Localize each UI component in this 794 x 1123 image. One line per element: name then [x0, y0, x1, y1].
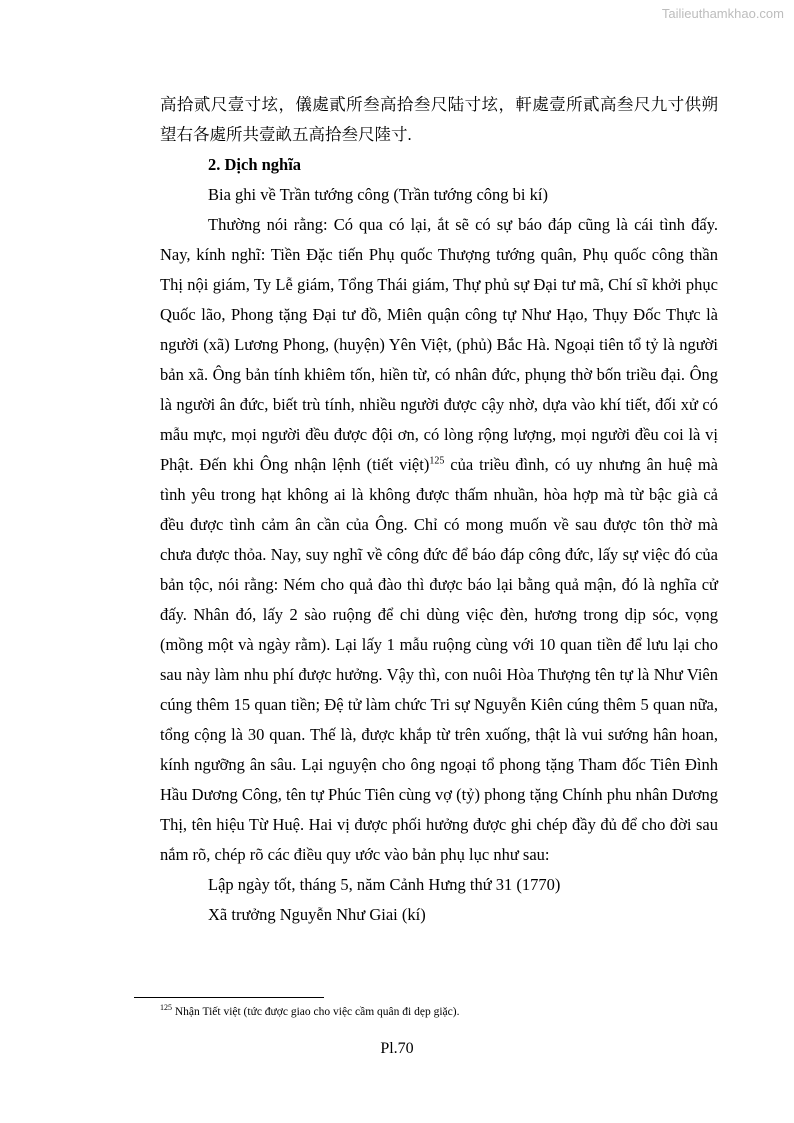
translation-paragraph: [160, 210, 718, 870]
paragraph-text-part1: Thường nói rằng: Có qua có lại, ắt sẽ có sự báo đáp cũng là cái tình đấy. Nay, kính nghĩ: Tiền Đặc tiến Phụ quốc Thượng tướng quân, Phụ quốc công thần Thị nội giám, Ty Lễ giám, Tổng Thái giám, Thự phủ sự Đại tư mã, Chí sĩ khởi phục Quốc lão, Phong tặng Đại tư đồ, Miên quận công tự Như Hạo, Thụy Đốc Thực là người (xã) Lương Phong, (huyện) Yên Việt, (phủ) Bắc Hà. Ngoại tiên tổ tỷ là người bản xã. Ông bản tính khiêm tốn, hiền từ, có nhân đức, phụng thờ bốn triều đại. Ông là người ân đức, biết trù tính, nhiều người được cậy nhờ, dựa vào khí tiết, đối xử có mẫu mực, mọi người đều được đội ơn, có lòng rộng lượng, mọi người đều coi là vị Phật. Đến khi Ông nhận lệnh (tiết việt): [160, 215, 718, 474]
footnote-text: Nhận Tiết việt (tức được giao cho việc cầm quân đi dẹp giặc).: [172, 1006, 460, 1018]
footnote-divider: [134, 997, 324, 998]
date-line: Lập ngày tốt, tháng 5, năm Cảnh Hưng thứ 31 (1770): [208, 875, 561, 894]
footnote: [160, 1004, 720, 1020]
han-text-paragraph: 高拾贰尺壹寸𡊨，儀處貳所叁高拾叁尺陆寸𡊨，軒處壹所貳高叁尺九寸供朔望右各處所共壹畝五高拾叁尺陸寸.: [160, 95, 718, 144]
section-heading: 2. Dịch nghĩa: [208, 155, 302, 174]
document-body: [160, 90, 718, 930]
page-number: Pl.70: [380, 1040, 414, 1057]
footnote-reference[interactable]: 125: [429, 455, 445, 467]
stele-title-line: Bia ghi về Trần tướng công (Trần tướng công bi kí): [208, 185, 548, 204]
paragraph-text-part2: của triều đình, có uy nhưng ân huệ mà tình yêu trong hạt không ai là không được thấm nhuần, hòa hợp mà từ bậc già cả đều được tình cảm ân cần của Ông. Chỉ có mong muốn về sau được tôn thờ mà chưa được thỏa. Nay, suy nghĩ về công đức để báo đáp công đức, lấy sự việc đó của bản tộc, nói rằng: Ném cho quả đào thì được báo lại bằng quả mận, đó là nghĩa cử đấy. Nhân đó, lấy 2 sào ruộng để chi dùng việc đèn, hương trong dịp sóc, vọng (mồng một và ngày rằm). Lại lấy 1 mẫu ruộng cùng với 10 quan tiền để lưu lại cho sau này làm nhu phí được hưởng. Vậy thì, con nuôi Hòa Thượng tên tự là Như Viên cúng thêm 15 quan tiền; Đệ tử làm chức Tri sự Nguyễn Kiên cúng thêm 5 quan nữa, tổng cộng là 30 quan. Thế là, được khắp từ trên xuống, thật là vui sướng hân hoan, kính ngưỡng ân sâu. Lại nguyện cho ông ngoại tổ phong tặng Tham đốc Tiên Đình Hầu Dương Công, tên tự Phúc Tiên cùng vợ (tỷ) phong tặng Chính phu nhân Dương Thị, tên hiệu Từ Huệ. Hai vị được phối hưởng được ghi chép đầy đủ để cho đời sau nắm rõ, chép rõ các điều quy ước vào bản phụ lục như sau:: [160, 455, 718, 864]
footnote-number: 125: [160, 1003, 172, 1013]
signer-line: Xã trưởng Nguyễn Như Giai (kí): [208, 905, 426, 924]
watermark: Tailieuthamkhao.com: [661, 6, 784, 21]
